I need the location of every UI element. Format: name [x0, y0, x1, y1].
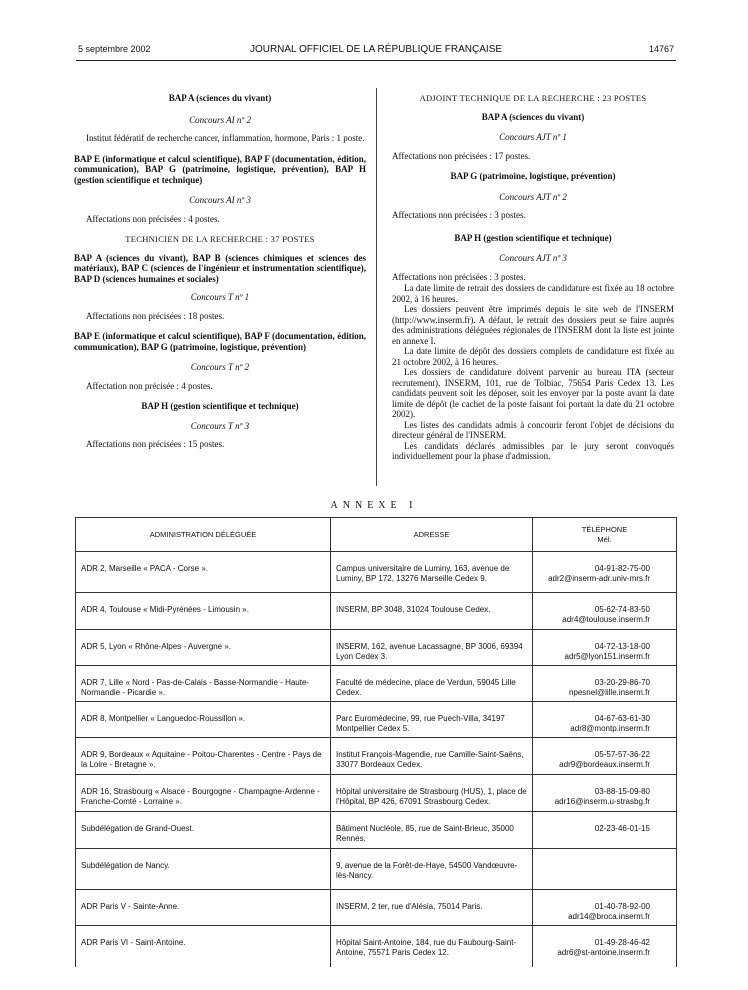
cell-contact: [533, 738, 677, 775]
body-text: Affectation non précisée : 4 postes.: [86, 380, 213, 391]
annexe-title: ANNEXE I: [330, 500, 418, 511]
annexe-table: [75, 517, 677, 967]
cell-mel: adr6@st-antoine.inserm.fr: [557, 948, 650, 957]
table-row: [76, 775, 677, 812]
cell-contact: [533, 775, 677, 812]
table-row: [76, 849, 677, 890]
column-header-adresse: ADRESSE: [331, 518, 533, 552]
cell-mel: adr14@broca.inserm.fr: [568, 912, 650, 921]
cell-contact: [533, 926, 677, 967]
cell-adresse: INSERM, 2 ter, rue d'Alésia, 75014 Paris.: [331, 890, 533, 926]
section-heading: BAP A (sciences du vivant): [481, 111, 585, 122]
grade-heading: ADJOINT TECHNIQUE DE LA RECHERCHE : 23 POSTES: [419, 93, 647, 103]
concours-label: Concours AJT nº 3: [499, 253, 567, 263]
cell-adresse: Faculté de médecine, place de Verdun, 59045 Lille Cedex.: [331, 666, 533, 702]
cell-admin: ADR 2, Marseille « PACA - Corse ».: [76, 552, 331, 593]
header-page-number: 14767: [648, 44, 674, 54]
body-text: Affectations non précisées : 3 postes.: [392, 210, 526, 220]
cell-admin: ADR 8, Montpellier « Languedoc-Roussillon ».: [76, 702, 331, 738]
cell-admin: ADR 7, Lille « Nord - Pas-de-Calais - Basse-Normandie - Haute-Normandie - Picardie ».: [76, 666, 331, 702]
cell-adresse: Bâtiment Nucléole, 85, rue de Saint-Brieuc, 35000 Rennes.: [331, 812, 533, 849]
body-text: Affectations non précisées : 17 postes.: [392, 150, 531, 161]
table-row: [76, 702, 677, 738]
column-header-tel-label: TÉLÉPHONE: [581, 524, 628, 534]
table-row: [76, 552, 677, 593]
cell-mel: adr16@inserm.u-strasbg.fr: [554, 797, 650, 806]
cell-contact: [533, 890, 677, 926]
table-header-row: [76, 518, 677, 552]
cell-tel: 05-57-57-36-22: [594, 750, 650, 759]
section-heading: BAP A (sciences du vivant), BAP B (sciences chimiques et sciences des matériaux), BAP C (sciences de l'ingénieur et instrumentation scientifique), BAP D (sciences humaines et sociales): [74, 252, 366, 284]
section-heading: BAP H (gestion scientifique et technique): [454, 232, 612, 243]
body-paragraph: Les candidats déclarés admissibles par le jury seront convoqués individuellement pour la phase d'admission.: [392, 440, 674, 461]
cell-mel: adr8@montp.inserm.fr: [570, 724, 650, 733]
body-paragraph: Les dossiers de candidature doivent parvenir au bureau ITA (secteur recrutement), INSERM, 101, rue de Tolbiac, 75654 Paris Cedex 13. Les candidats peuvent soit les déposer, soit les envoyer par la poste avant la date limite de dépôt (le cachet de la poste faisant foi portant la date du 21 octobre 2002).: [392, 367, 674, 419]
body-text: Affectations non précisées : 4 postes.: [86, 213, 220, 224]
cell-contact: [533, 812, 677, 849]
cell-contact: [533, 593, 677, 630]
column-header-telephone: [533, 518, 677, 552]
table-row: [76, 926, 677, 967]
concours-label: Concours AI nº 2: [189, 114, 251, 125]
body-text: Affectations non précisées : 18 postes.: [86, 310, 225, 321]
concours-label: Concours T nº 1: [190, 292, 250, 302]
cell-adresse: Campus universitaire de Luminy, 163, avenue de Luminy, BP 172, 13276 Marseille Cedex 9.: [331, 552, 533, 593]
body-paragraph: La date limite de dépôt des dossiers complets de candidature est fixée au 21 octobre 2002, à 16 heures.: [392, 346, 674, 367]
cell-mel: adr5@lyon151.inserm.fr: [564, 652, 650, 661]
section-heading: BAP G (patrimoine, logistique, prévention): [450, 171, 616, 181]
cell-tel: 01-40-78-92-00: [594, 902, 650, 911]
cell-mel: npesnel@lille.inserm.fr: [568, 688, 650, 697]
left-column: [74, 93, 366, 450]
column-header-admin: ADMINISTRATION DÉLÉGUÉE: [76, 518, 331, 552]
right-column: [392, 93, 674, 462]
concours-label: Concours AJT nº 2: [499, 191, 567, 202]
cell-contact: [533, 630, 677, 666]
body-paragraph: Les dossiers peuvent être imprimés depuis le site web de l'INSERM (http://www.inserm.fr). A défaut, le retrait des dossiers peut se faire auprès des administrations déléguées régionales de l'INSERM dont la liste est jointe en annexe I.: [392, 304, 674, 346]
section-heading: BAP H (gestion scientifique et technique): [141, 401, 299, 411]
cell-tel: 03-20-29-86-70: [594, 678, 650, 687]
body-text: Affectations non précisées : 15 postes.: [86, 439, 225, 449]
section-heading: BAP E (informatique et calcul scientifique), BAP F (documentation, édition, communication), BAP G (patrimoine, logistique, prévention): [74, 331, 366, 352]
cell-admin: Subdélégation de Grand-Ouest.: [76, 812, 331, 849]
cell-adresse: Hôpital universitaire de Strasbourg (HUS), 1, place de l'Hôpital, BP 426, 67091 Strasbourg Cedex.: [331, 775, 533, 812]
cell-contact: [533, 849, 677, 890]
table-row: [76, 593, 677, 630]
header-title: JOURNAL OFFICIEL DE LA RÉPUBLIQUE FRANÇAISE: [249, 44, 503, 55]
table-row: [76, 890, 677, 926]
cell-mel: adr2@inserm-adr.univ-mrs.fr: [548, 574, 650, 583]
cell-admin: ADR 5, Lyon « Rhône-Alpes - Auvergne ».: [76, 630, 331, 666]
cell-tel: 05-62-74-83-50: [594, 605, 650, 614]
cell-adresse: 9, avenue de la Forêt-de-Haye, 54500 Vandœuvre-lès-Nancy.: [331, 849, 533, 890]
cell-admin: Subdélégation de Nancy.: [76, 849, 331, 890]
cell-adresse: Institut François-Magendie, rue Camille-Saint-Saëns, 33077 Bordeaux Cedex.: [331, 738, 533, 775]
concours-label: Concours T nº 2: [190, 362, 250, 372]
concours-label: Concours T nº 3: [190, 420, 250, 431]
page-header: [78, 44, 674, 58]
section-heading: BAP A (sciences du vivant): [168, 93, 272, 103]
section-heading: BAP E (informatique et calcul scientifique), BAP F (documentation, édition, communication), BAP G (patrimoine, logistique, prévention), BAP H (gestion scientifique et technique): [74, 153, 366, 185]
cell-adresse: INSERM, 162, avenue Lacassagne, BP 3006, 69394 Lyon Cedex 3.: [331, 630, 533, 666]
table-row: [76, 812, 677, 849]
cell-contact: [533, 702, 677, 738]
table-row: [76, 666, 677, 702]
body-text: Institut fédératif de recherche cancer, inflammation, hormone, Paris : 1 poste.: [86, 133, 365, 143]
cell-tel: 01-49-28-46-42: [594, 938, 650, 947]
concours-label: Concours AI nº 3: [189, 195, 251, 205]
grade-heading: TECHNICIEN DE LA RECHERCHE : 37 POSTES: [125, 234, 315, 244]
cell-tel: 04-67-63-61-30: [594, 714, 650, 723]
cell-tel: 04-72-13-18-00: [594, 642, 650, 651]
cell-admin: ADR Paris V - Sainte-Anne.: [76, 890, 331, 926]
concours-label: Concours AJT nº 1: [499, 132, 567, 142]
cell-tel: 02-23-46-01-15: [594, 824, 650, 833]
cell-admin: ADR 16, Strasbourg « Alsace - Bourgogne - Champagne-Ardenne - Franche-Comté - Lorraine ».: [76, 775, 331, 812]
cell-tel: 03-88-15-09-80: [594, 787, 650, 796]
cell-contact: [533, 666, 677, 702]
cell-adresse: INSERM, BP 3048, 31024 Toulouse Cedex.: [331, 593, 533, 630]
cell-mel: adr4@toulouse.inserm.fr: [562, 615, 650, 624]
cell-admin: ADR 9, Bordeaux « Aquitaine - Poitou-Charentes - Centre - Pays de la Loire - Bretagne ».: [76, 738, 331, 775]
table-row: [76, 738, 677, 775]
cell-mel: adr9@bordeaux.inserm.fr: [559, 760, 650, 769]
header-rule: [76, 60, 676, 61]
column-header-mel-label: Mél.: [597, 534, 612, 544]
cell-contact: [533, 552, 677, 593]
header-date: 5 septembre 2002: [78, 44, 151, 54]
cell-admin: ADR Paris VI - Saint-Antoine.: [76, 926, 331, 967]
cell-adresse: Parc Euromédecine, 99, rue Puech-Villa, 34197 Montpellier Cedex 5.: [331, 702, 533, 738]
cell-adresse: Hôpital Saint-Antoine, 184, rue du Faubourg-Saint-Antoine, 75571 Paris Cedex 12.: [331, 926, 533, 967]
body-paragraph: Les listes des candidats admis à concourir feront l'objet de décisions du directeur général de l'INSERM.: [392, 419, 674, 440]
body-text: Affectations non précisées : 3 postes.: [392, 271, 526, 282]
cell-tel: 04-91-82-75-00: [594, 564, 650, 573]
column-divider: [376, 88, 377, 486]
table-row: [76, 630, 677, 666]
cell-admin: ADR 4, Toulouse « Midi-Pyrénées - Limousin ».: [76, 593, 331, 630]
body-paragraph: La date limite de retrait des dossiers de candidature est fixée au 18 octobre 2002, à 16 heures.: [392, 283, 674, 304]
